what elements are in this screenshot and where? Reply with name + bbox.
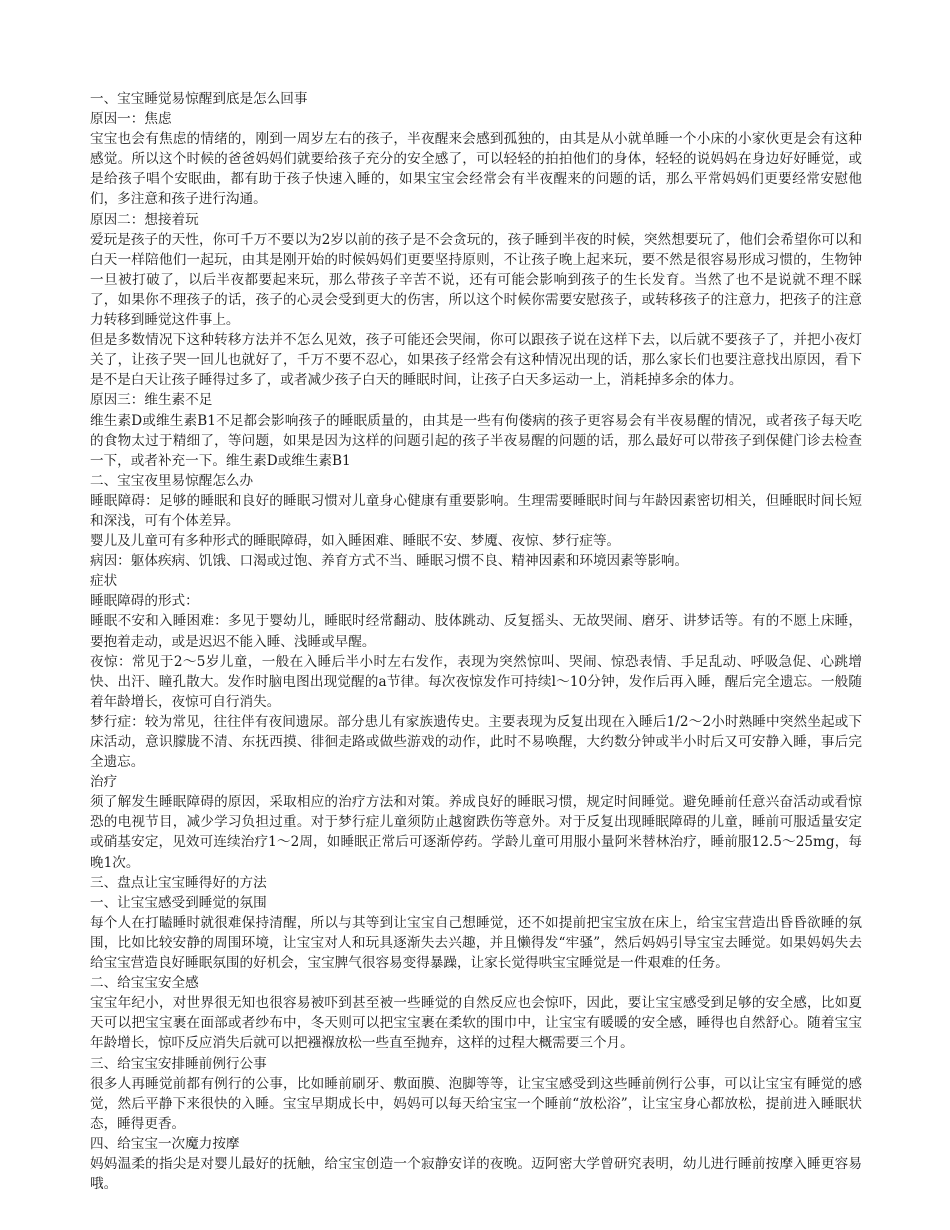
subsection-heading: 治疗 [90,774,118,791]
subsection-heading: 二、给宝宝安全感 [90,975,199,992]
subsection-heading: 原因三：维生素不足 [90,392,213,409]
paragraph: 维生素D或维生素B1不足都会影响孩子的睡眠质量的，由其是一些有佝偻病的孩子更容易会有半夜易醒的情况，或者孩子每天吃的食物太过于精细了，等问题，如果是因为这样的问题引起的孩子半夜易醒的问题的话，那么最好可以带孩子到保健门诊去检查一下，或者补充一下。维生素D或维生素B1 [90,412,862,469]
subsection-heading: 三、给宝宝安排睡前例行公事 [90,1055,267,1072]
section-heading: 三、盘点让宝宝睡得好的方法 [90,874,267,891]
paragraph: 夜惊：常见于2～5岁儿童，一般在入睡后半小时左右发作，表现为突然惊叫、哭闹、惊恐表情、手足乱动、呼吸急促、心跳增快、出汗、瞳孔散大。发作时脑电图出现觉醒的a节律。每次夜惊发作可持续l～10分钟，发作后再入睡，醒后完全遗忘。一般随着年龄增长，夜惊可自行消失。 [90,653,862,710]
paragraph: 睡眠障碍的形式： [90,593,199,610]
paragraph: 宝宝也会有焦虑的情绪的，刚到一周岁左右的孩子，半夜醒来会感到孤独的，由其是从小就单睡一个小床的小家伙更是会有这种感觉。所以这个时候的爸爸妈妈们就要给孩子充分的安全感了，可以轻轻的拍拍他们的身体，轻轻的说妈妈在身边好好睡觉，或是给孩子唱个安眠曲，都有助于孩子快速入睡的，如果宝宝会经常会有半夜醒来的问题的话，那么平常妈妈们更要经常安慰他们，多注意和孩子进行沟通。 [90,131,862,208]
subsection-heading: 四、给宝宝一次魔力按摩 [90,1135,240,1152]
subsection-heading: 一、让宝宝感受到睡觉的氛围 [90,894,267,911]
paragraph: 爱玩是孩子的天性，你可千万不要以为2岁以前的孩子是不会贪玩的，孩子睡到半夜的时候，突然想要玩了，他们会希望你可以和白天一样陪他们一起玩，由其是刚开始的时候妈妈们更要坚持原则，不让孩子晚上起来玩，要不然是很容易形成习惯的，生物钟一旦被打破了，以后半夜都要起来玩，那么带孩子辛苦不说，还有可能会影响到孩子的生长发育。当然了也不是说就不理不睬了，如果你不理孩子的话，孩子的心灵会受到更大的伤害，所以这个时候你需要安慰孩子，或转移孩子的注意力，把孩子的注意力转移到睡觉这件事上。 [90,231,862,329]
paragraph: 病因：躯体疾病、饥饿、口渴或过饱、养育方式不当、睡眠习惯不良、精神因素和环境因素等影响。 [90,553,689,570]
paragraph: 睡眠不安和入睡困难：多见于婴幼儿，睡眠时经常翻动、肢体跳动、反复摇头、无故哭闹、磨牙、讲梦话等。有的不愿上床睡，要抱着走动，或是迟迟不能入睡、浅睡或早醒。 [90,613,862,650]
paragraph: 婴儿及儿童可有多种形式的睡眠障碍，如入睡困难、睡眠不安、梦魇、夜惊、梦行症等。 [90,533,621,550]
document-body [90,89,862,1194]
paragraph: 每个人在打瞌睡时就很难保持清醒，所以与其等到让宝宝自己想睡觉，还不如提前把宝宝放在床上，给宝宝营造出昏昏欲睡的氛围，比如比较安静的周围环境，让宝宝对人和玩具逐渐失去兴趣，并且懒得发“牢骚”，然后妈妈引导宝宝去睡觉。如果妈妈失去给宝宝营造良好睡眠氛围的好机会，宝宝脾气很容易变得暴躁，让家长觉得哄宝宝睡觉是一件艰难的任务。 [90,914,862,972]
subsection-heading: 原因二：想接着玩 [90,211,199,228]
paragraph: 妈妈温柔的指尖是对婴儿最好的抚触，给宝宝创造一个寂静安详的夜晚。迈阿密大学曾研究表明，幼儿进行睡前按摩入睡更容易哦。 [90,1155,862,1193]
paragraph: 但是多数情况下这种转移方法并不怎么见效，孩子可能还会哭闹，你可以跟孩子说在这样下去，以后就不要孩子了，并把小夜灯关了，让孩子哭一回儿也就好了，千万不要不忍心，如果孩子经常会有这种情况出现的话，那么家长们也要注意找出原因，看下是不是白天让孩子睡得过多了，或者减少孩子白天的睡眠时间，让孩子白天多运动一上，消耗掉多余的体力。 [90,332,862,389]
paragraph: 须了解发生睡眠障碍的原因，采取相应的治疗方法和对策。养成良好的睡眠习惯，规定时间睡觉。避免睡前任意兴奋活动或看惊恐的电视节目，减少学习负担过重。对于梦行症儿童须防止越窗跌伤等意外。对于反复出现睡眠障碍的儿童，睡前可服适量安定或硝基安定，见效可连续治疗1～2周，如睡眠正常后可逐渐停药。学龄儿童可用服小量阿米替林治疗，睡前服12.5～25mg，每晚1次。 [90,794,862,871]
subsection-heading: 原因一：焦虑 [90,111,172,128]
paragraph: 梦行症：较为常见，往往伴有夜间遗尿。部分患儿有家族遗传史。主要表现为反复出现在入睡后1/2～2小时熟睡中突然坐起或下床活动，意识朦胧不清、东抚西摸、徘徊走路或做些游戏的动作，此时不易唤醒，大约数分钟或半小时后又可安静入睡，事后完全遗忘。 [90,713,862,771]
paragraph: 宝宝年纪小，对世界很无知也很容易被吓到甚至被一些睡觉的自然反应也会惊吓，因此，要让宝宝感受到足够的安全感，比如夏天可以把宝宝裹在面部或者纱布中，冬天则可以把宝宝裹在柔软的围巾中，让宝宝有暖暖的安全感，睡得也自然舒心。随着宝宝年龄增长，惊吓反应消失后就可以把襁褓放松一些直至抛弃，这样的过程大概需要三个月。 [90,995,862,1052]
section-heading: 一、宝宝睡觉易惊醒到底是怎么回事 [90,91,308,107]
paragraph: 睡眠障碍：足够的睡眠和良好的睡眠习惯对儿童身心健康有重要影响。生理需要睡眠时间与年龄因素密切相关，但睡眠时间长短和深浅，可有个体差异。 [90,492,862,529]
subsection-heading: 症状 [90,573,118,590]
paragraph: 很多人再睡觉前都有例行的公事，比如睡前刷牙、敷面膜、泡脚等等，让宝宝感受到这些睡前例行公事，可以让宝宝有睡觉的感觉，然后平静下来很快的入睡。宝宝早期成长中，妈妈可以每天给宝宝一个睡前“放松浴”，让宝宝身心都放松，提前进入睡眠状态，睡得更香。 [90,1075,862,1132]
section-heading: 二、宝宝夜里易惊醒怎么办 [90,472,254,489]
